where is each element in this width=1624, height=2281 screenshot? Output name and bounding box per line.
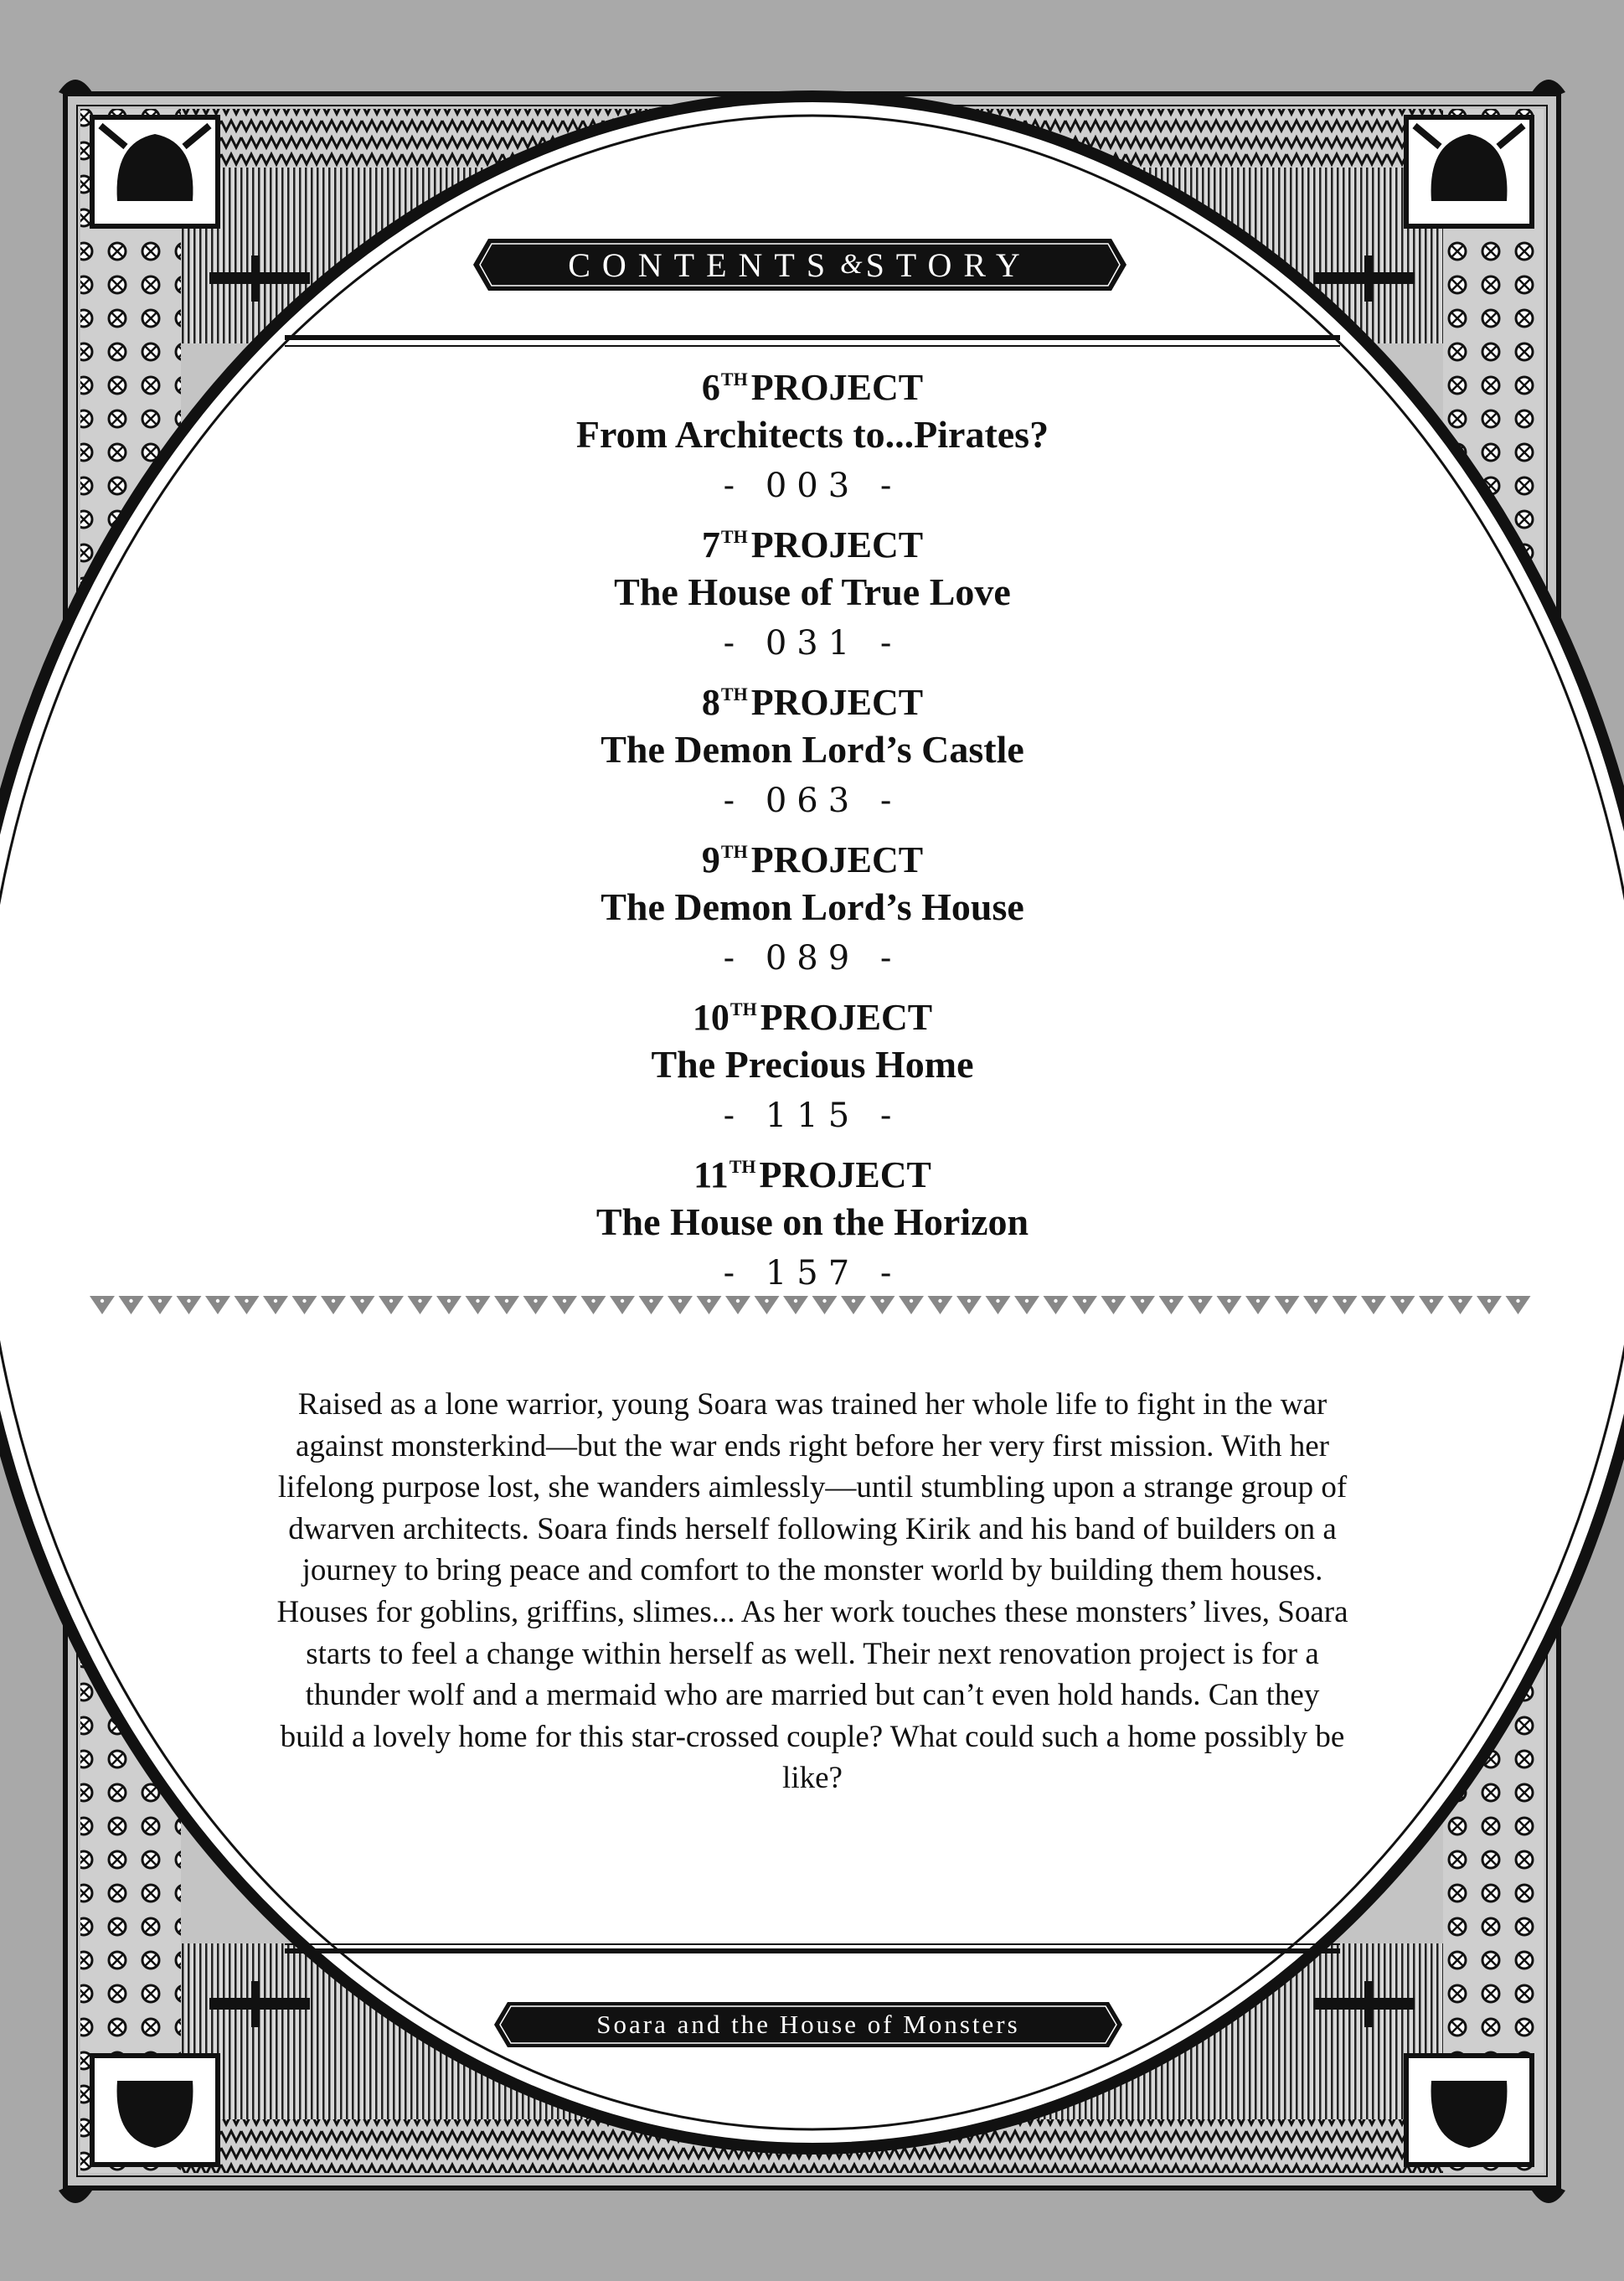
toc-entry-title: The Demon Lord’s Castle — [601, 728, 1024, 771]
toc-entry-page: - 115 - — [723, 1097, 902, 1135]
helmet-icon — [92, 117, 218, 226]
header-word-contents: CONTENTS — [568, 245, 838, 284]
toc-entry-page: - 003 - — [723, 467, 902, 505]
header-word-story: STORY — [865, 245, 1032, 284]
header-ampersand: & — [840, 249, 863, 280]
helmet-icon — [1406, 2056, 1532, 2165]
story-synopsis — [276, 1384, 1348, 1799]
toc-entry-page: - 089 - — [723, 939, 902, 978]
toc-entry-title: The Demon Lord’s House — [601, 885, 1024, 928]
series-title-plate — [494, 2002, 1122, 2047]
toc-entry-title: The House on the Horizon — [595, 1200, 1029, 1243]
section-header — [473, 239, 1126, 291]
toc-entry-label: 9THPROJECT — [701, 839, 924, 880]
toc-entry-label: 6THPROJECT — [701, 367, 924, 408]
table-of-contents — [436, 356, 1189, 1301]
helmet-icon — [92, 2056, 218, 2165]
toc-entry-title: From Architects to...Pirates? — [575, 413, 1049, 456]
toc-entry-title: The House of True Love — [614, 570, 1011, 613]
toc-entry[interactable] — [436, 986, 1189, 1143]
toc-entry-label: 10THPROJECT — [692, 997, 933, 1038]
toc-entry-label: 11THPROJECT — [693, 1154, 931, 1195]
toc-entry-page: - 063 - — [723, 782, 902, 820]
toc-entry-title: The Precious Home — [651, 1043, 974, 1086]
triangle-divider — [88, 1294, 1533, 1316]
toc-entry-label: 8THPROJECT — [701, 682, 924, 723]
toc-entry[interactable] — [436, 356, 1189, 513]
toc-entry-page: - 157 - — [723, 1254, 902, 1293]
toc-entry[interactable] — [436, 1143, 1189, 1301]
toc-entry[interactable] — [436, 671, 1189, 828]
story-text: Raised as a lone warrior, young Soara was trained her whole life to fight in the war against monsterkind—but the war ends right before her very first mission. With her lifelong purpose lost, she wanders aimlessly—until stumbling upon a strange group of dwarven architects. Soara finds herself following Kirik and his band of builders on a journey to bring peace and comfort to the monster world by building them houses. Houses for goblins, griffins, slimes... As her work touches these monsters’ lives, Soara starts to feel a change within herself as well. Their next renovation project is for a thunder wolf and a mermaid who are married but can’t even hold hands. Can they build a lovely home for this star-crossed couple? What could such a home possibly be like? — [276, 1387, 1348, 1796]
toc-entry[interactable] — [436, 513, 1189, 671]
toc-entry-page: - 031 - — [723, 624, 902, 663]
series-title: Soara and the House of Monsters — [596, 2010, 1020, 2039]
toc-entry[interactable] — [436, 828, 1189, 986]
toc-entry-label: 7THPROJECT — [701, 524, 924, 565]
helmet-icon — [1406, 117, 1532, 226]
